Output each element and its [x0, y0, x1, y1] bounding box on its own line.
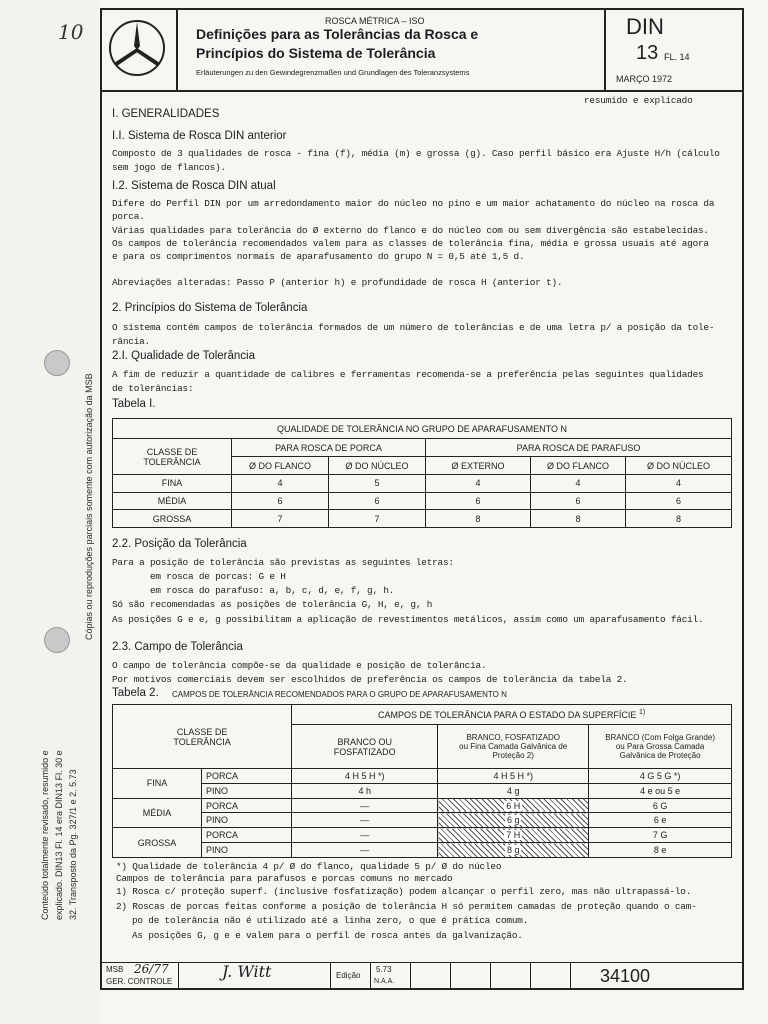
footer-signature-1: 26/77	[134, 962, 169, 976]
table-1-group-parafuso: PARA ROSCA DE PARAFUSO	[426, 439, 732, 457]
table-2-class: GROSSA	[113, 828, 202, 858]
punch-hole-top	[44, 350, 70, 376]
table-1-subcol: Ø DO NÚCLEO	[626, 457, 732, 475]
table-cell-hatched	[438, 828, 589, 843]
table-cell: 6	[531, 492, 626, 510]
text-line: O sistema contém campos de tolerância formados de um número de tolerâncias e de uma letra p/ a posição da tole-	[112, 322, 715, 333]
table-1-subcol: Ø DO FLANCO	[531, 457, 626, 475]
document-code: 34100	[600, 966, 651, 986]
table-cell: 4 e ou 5 e	[589, 783, 732, 798]
note-line: 1) Rosca c/ proteção superf. (inclusive fosfatização) podem alcançar o perfil zero, mas não ultrapassá-lo.	[116, 886, 692, 897]
table-cell: 4	[626, 475, 732, 493]
table-1-class: MÉDIA	[113, 492, 232, 510]
table-row	[113, 828, 732, 843]
table-1-class: FINA	[113, 475, 232, 493]
table-2-label: Tabela 2.	[112, 687, 159, 699]
table-cell-value: 6 g	[506, 815, 520, 826]
table-row	[113, 475, 732, 493]
text-line: Por motivos comerciais devem ser escolhidos de preferência os campos de tolerância da tabela 2.	[112, 674, 628, 685]
table-cell-value: 8 g	[506, 845, 520, 856]
text-line: As posições G e e, g possibilitam a aplicação de revestimentos metálicos, assim como um aparafusamento fácil.	[112, 614, 704, 625]
divider	[330, 962, 331, 990]
table-cell-hatched	[438, 798, 589, 813]
table-1-subcol: Ø DO NÚCLEO	[329, 457, 426, 475]
table-cell: 6 G	[589, 798, 732, 813]
text-line: em rosca do parafuso: a, b, c, d, e, f, g, h.	[150, 585, 395, 596]
table-2-subtitle: CAMPOS DE TOLERÂNCIA RECOMENDADOS PARA O GRUPO DE APARAFUSAMENTO N	[172, 690, 507, 699]
table-cell: 4	[426, 475, 531, 493]
table-cell: —	[292, 828, 438, 843]
table-2-col-class: CLASSE DE TOLERÂNCIA	[113, 705, 292, 769]
mercedes-star-logo	[100, 8, 178, 92]
table-cell: 7	[232, 510, 329, 528]
summary-note: resumido e explicado	[584, 95, 693, 106]
footer-edition-label: Edição	[336, 971, 361, 980]
text-line: Para a posição de tolerância são previstas as seguintes letras:	[112, 557, 454, 568]
table-cell: 4	[531, 475, 626, 493]
title-line1: Definições para as Tolerâncias da Rosca e	[196, 26, 479, 42]
divider	[530, 962, 531, 990]
table-cell: 8 e	[589, 843, 732, 858]
table-1-group-porca: PARA ROSCA DE PORCA	[232, 439, 426, 457]
table-2-class: MÉDIA	[113, 798, 202, 828]
table-2	[112, 704, 732, 858]
text-line: Várias qualidades para tolerância do Ø externo do flanco e do núcleo com ou sem divergência são estabelecidas.	[112, 225, 709, 236]
footer-edition-value: 5.73	[376, 965, 392, 974]
table-2-part: PORCA	[202, 828, 292, 843]
divider	[370, 962, 371, 990]
divider	[178, 962, 179, 990]
note-line: 2) Roscas de porcas feitas conforme a posição de tolerância H só permitem camadas de proteção quando o cam-	[116, 901, 697, 912]
text-line: Abreviações alteradas: Passo P (anterior h) e profundidade de rosca H (anterior t).	[112, 277, 563, 288]
text-line: Difere do Perfil DIN por um arredondamento maior do núcleo no pino e um maior achatamento do núcleo na rosca da	[112, 198, 715, 209]
divider	[450, 962, 451, 990]
table-2-part: PORCA	[202, 769, 292, 784]
text-line: em rosca de porcas: G e H	[150, 571, 286, 582]
table-cell: 6	[329, 492, 426, 510]
table-2-title-text: CAMPOS DE TOLERÂNCIA PARA O ESTADO DA SUPERFÍCIE	[378, 710, 637, 720]
table-2-part: PINO	[202, 783, 292, 798]
subtitle-top: ROSCA MÉTRICA – ISO	[325, 16, 425, 26]
section-2-3-heading: 2.3. Campo de Tolerância	[112, 641, 243, 653]
divider	[570, 962, 571, 990]
table-cell: 8	[531, 510, 626, 528]
table-cell: —	[292, 798, 438, 813]
note-line: *) Qualidade de tolerância 4 p/ Ø do flanco, qualidade 5 p/ Ø do núcleo	[116, 861, 502, 872]
table-2-col-fine-coat: BRANCO, FOSFATIZADO ou Fina Camada Galvânica de Proteção 2)	[438, 725, 589, 769]
text-line: O campo de tolerância compõe-se da qualidade e posição de tolerância.	[112, 660, 487, 671]
table-row	[113, 843, 732, 858]
table-cell-value: 7 H	[506, 830, 521, 841]
table-2-title	[292, 705, 732, 725]
sheet-number: FL. 14	[664, 52, 690, 62]
section-2-1-heading: 2.I. Qualidade de Tolerância	[112, 350, 255, 362]
text-line: rância.	[112, 336, 150, 347]
table-cell-value: 6 H	[506, 800, 521, 811]
table-cell: 7 G	[589, 828, 732, 843]
table-2-part: PORCA	[202, 798, 292, 813]
note-line: As posições G, g e e valem para o perfil de rosca antes da galvanização.	[132, 930, 523, 941]
table-cell: 6	[426, 492, 531, 510]
table-row	[113, 813, 732, 828]
table-cell: 8	[626, 510, 732, 528]
din-number: 13	[636, 42, 659, 64]
footer-org: MSB	[106, 965, 124, 974]
text-line: Os campos de tolerância recomendados valem para as classes de tolerância fina, média e grossa usuais até agora	[112, 238, 709, 249]
issue-date: MARÇO 1972	[616, 74, 673, 84]
table-1-title: QUALIDADE DE TOLERÂNCIA NO GRUPO DE APARAFUSAMENTO N	[113, 419, 732, 439]
table-cell: 7	[329, 510, 426, 528]
revision-note-2: explicado. DIN13 Fl. 14 era DIN13 Fl. 30 e	[54, 750, 64, 920]
text-line: de tolerâncias:	[112, 383, 194, 394]
table-cell: 4 H 5 H *)	[292, 769, 438, 784]
revision-note-1: Conteúdo totalmente revisado, resumido e	[40, 750, 50, 920]
table-cell: 6	[626, 492, 732, 510]
section-1-heading: I. GENERALIDADES	[112, 108, 220, 120]
table-1-subcol: Ø DO FLANCO	[232, 457, 329, 475]
table-cell: 5	[329, 475, 426, 493]
table-cell: 6	[232, 492, 329, 510]
table-cell: 4 g	[438, 783, 589, 798]
table-2-col-plain: BRANCO OU FOSFATIZADO	[292, 725, 438, 769]
note-line: Campos de tolerância para parafusos e porcas comuns no mercado	[116, 873, 453, 884]
footer-control: GER. CONTROLE	[106, 977, 173, 986]
table-2-class: FINA	[113, 769, 202, 799]
table-cell: —	[292, 813, 438, 828]
table-1	[112, 418, 732, 528]
section-2-heading: 2. Princípios do Sistema de Tolerância	[112, 302, 308, 314]
table-1-col-class: CLASSE DE TOLERÂNCIA	[113, 439, 232, 475]
table-1-subcol: Ø EXTERNO	[426, 457, 531, 475]
table-cell-hatched	[438, 843, 589, 858]
table-1-label: Tabela I.	[112, 398, 156, 410]
stamp-copies: Cópias ou reproduções parciais somente com autorização da MSB	[84, 373, 94, 640]
table-cell-hatched	[438, 813, 589, 828]
footer-edition-sub: N.A.A.	[374, 978, 395, 985]
text-line: sem jogo de flancos).	[112, 162, 226, 173]
table-row	[113, 798, 732, 813]
table-cell: —	[292, 843, 438, 858]
punch-hole-bottom	[44, 627, 70, 653]
text-line: A fim de reduzir a quantidade de calibres e ferramentas recomenda-se a preferência pelas seguintes qualidades	[112, 369, 704, 380]
table-2-title-footnote: 1)	[638, 709, 646, 716]
table-cell: 4 G 5 G *)	[589, 769, 732, 784]
text-line: e para os comprimentos normais de aparafusamento do grupo N = 0,5 até 1,5 d.	[112, 251, 525, 262]
note-line: po de tolerância não é utilizado até a linha zero, o que é prática comum.	[132, 915, 529, 926]
divider	[410, 962, 411, 990]
text-line: porca.	[112, 211, 145, 222]
table-2-col-thick-coat: BRANCO (Com Folga Grande) ou Para Grossa Camada Galvânica de Proteção	[589, 725, 732, 769]
table-row	[113, 783, 732, 798]
section-2-2-heading: 2.2. Posição da Tolerância	[112, 538, 247, 550]
table-2-part: PINO	[202, 843, 292, 858]
section-1-2-heading: I.2. Sistema de Rosca DIN atual	[112, 180, 276, 192]
table-cell: 6 e	[589, 813, 732, 828]
footer-signature-2: J. Witt	[222, 962, 272, 981]
text-line: Composto de 3 qualidades de rosca - fina (f), média (m) e grossa (g). Caso perfil básico era Ajuste H/h (cálculo	[112, 148, 720, 159]
table-row	[113, 492, 732, 510]
title-line2: Princípios do Sistema de Tolerância	[196, 45, 436, 61]
page-mark: 10	[58, 20, 84, 44]
table-cell: 4	[232, 475, 329, 493]
table-2-part: PINO	[202, 813, 292, 828]
din-label: DIN	[626, 14, 664, 39]
divider	[490, 962, 491, 990]
german-subtitle: Erläuterungen zu den Gewindegrenzmaßen und Grundlagen des Toleranzsystems	[196, 68, 470, 77]
table-cell: 4 h	[292, 783, 438, 798]
table-row	[113, 769, 732, 784]
text-line: Só são recomendadas as posições de tolerância G, H, e, g, h	[112, 599, 433, 610]
table-row	[113, 510, 732, 528]
table-cell: 8	[426, 510, 531, 528]
table-cell: 4 H 5 H *)	[438, 769, 589, 784]
table-1-class: GROSSA	[113, 510, 232, 528]
revision-note-3: 32. Transposto da Pg. 327/1 e 2. 5.73	[68, 769, 78, 920]
section-1-1-heading: I.I. Sistema de Rosca DIN anterior	[112, 130, 287, 142]
